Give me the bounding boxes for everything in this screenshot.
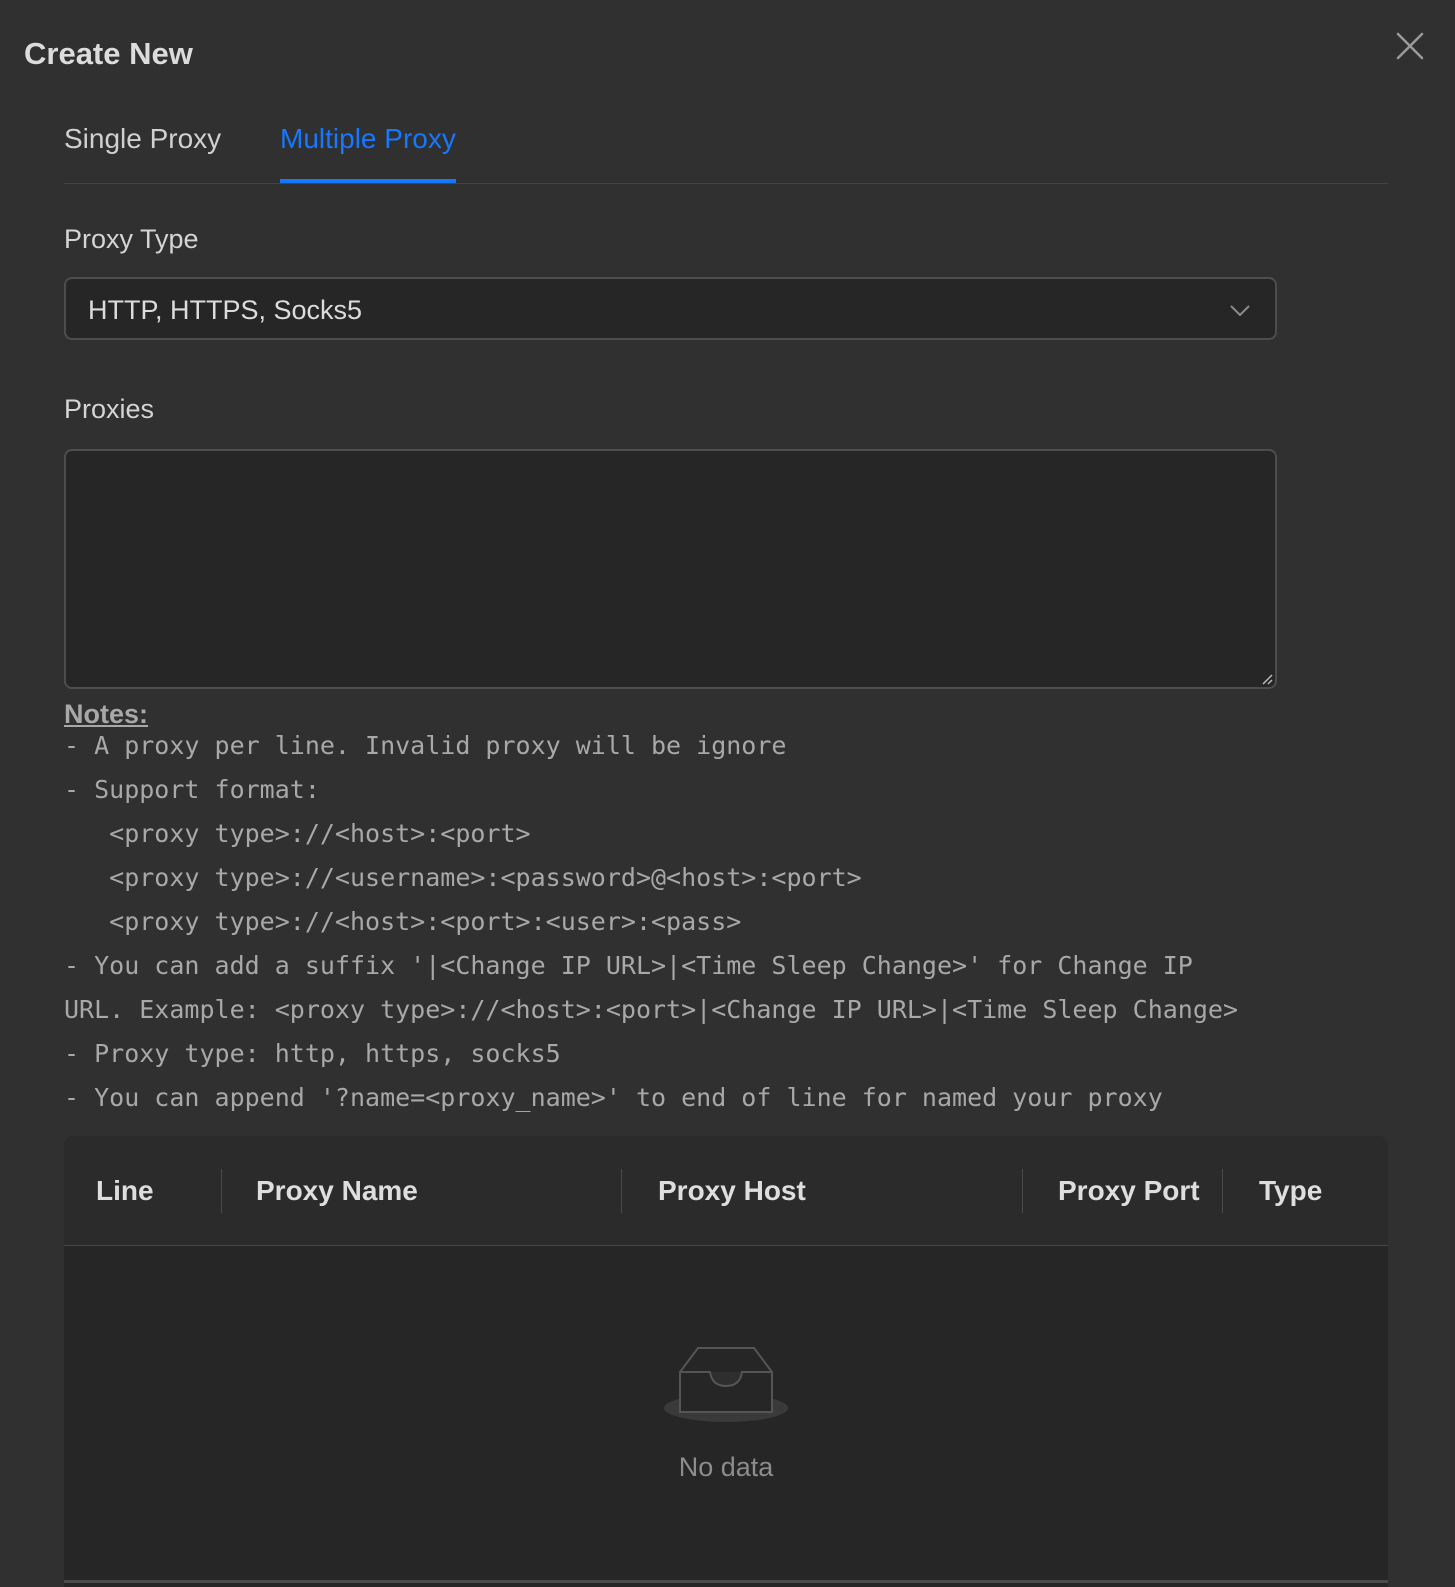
column-divider	[1022, 1169, 1023, 1213]
proxy-type-label: Proxy Type	[64, 224, 199, 254]
proxy-type-select[interactable]	[64, 277, 1277, 340]
notes-line: - A proxy per line. Invalid proxy will be ignore	[64, 731, 787, 760]
notes-line: - You can append '?name=<proxy_name>' to end of line for named your proxy	[64, 1083, 1163, 1112]
notes-line: <proxy type>://<host>:<port>	[64, 819, 531, 848]
notes-line: - Support format:	[64, 775, 320, 804]
proxies-label: Proxies	[64, 394, 155, 424]
column-header-proxy-host[interactable]: Proxy Host	[658, 1175, 806, 1206]
column-header-proxy-name[interactable]: Proxy Name	[256, 1175, 418, 1206]
proxy-table	[64, 1136, 1388, 1587]
table-bottom-border	[64, 1580, 1388, 1583]
notes-line: <proxy type>://<host>:<port>:<user>:<pass>	[64, 907, 742, 936]
notes-line: - You can add a suffix '|<Change IP URL>|<Time Sleep Change>' for Change IP	[64, 951, 1193, 980]
proxies-textarea[interactable]	[64, 449, 1277, 689]
resize-handle-icon[interactable]	[1261, 673, 1273, 685]
table-header	[64, 1136, 1388, 1246]
column-header-type[interactable]: Type	[1259, 1175, 1323, 1206]
close-button[interactable]	[1392, 28, 1428, 64]
tab-multiple-proxy[interactable]: Multiple Proxy	[280, 122, 456, 183]
notes-line: URL. Example: <proxy type>://<host>:<port>|<Change IP URL>|<Time Sleep Change>	[64, 995, 1238, 1024]
close-icon[interactable]	[1392, 28, 1428, 64]
notes-line: - Proxy type: http, https, socks5	[64, 1039, 561, 1068]
notes-title: Notes:	[64, 699, 149, 729]
column-header-line[interactable]: Line	[96, 1175, 154, 1206]
proxy-type-selected-value: HTTP, HTTPS, Socks5	[88, 295, 363, 325]
column-divider	[1222, 1169, 1223, 1213]
empty-inbox-icon	[662, 1342, 790, 1428]
table-empty-state	[64, 1246, 1388, 1587]
tab-bar	[64, 108, 1388, 184]
column-divider	[221, 1169, 222, 1213]
modal-title: Create New	[24, 36, 193, 71]
column-divider	[621, 1169, 622, 1213]
chevron-down-icon	[1229, 299, 1251, 321]
notes-line: <proxy type>://<username>:<password>@<host>:<port>	[64, 863, 862, 892]
tab-single-proxy[interactable]: Single Proxy	[64, 123, 222, 154]
empty-state-text: No data	[678, 1452, 774, 1482]
column-header-proxy-port[interactable]: Proxy Port	[1058, 1175, 1200, 1206]
